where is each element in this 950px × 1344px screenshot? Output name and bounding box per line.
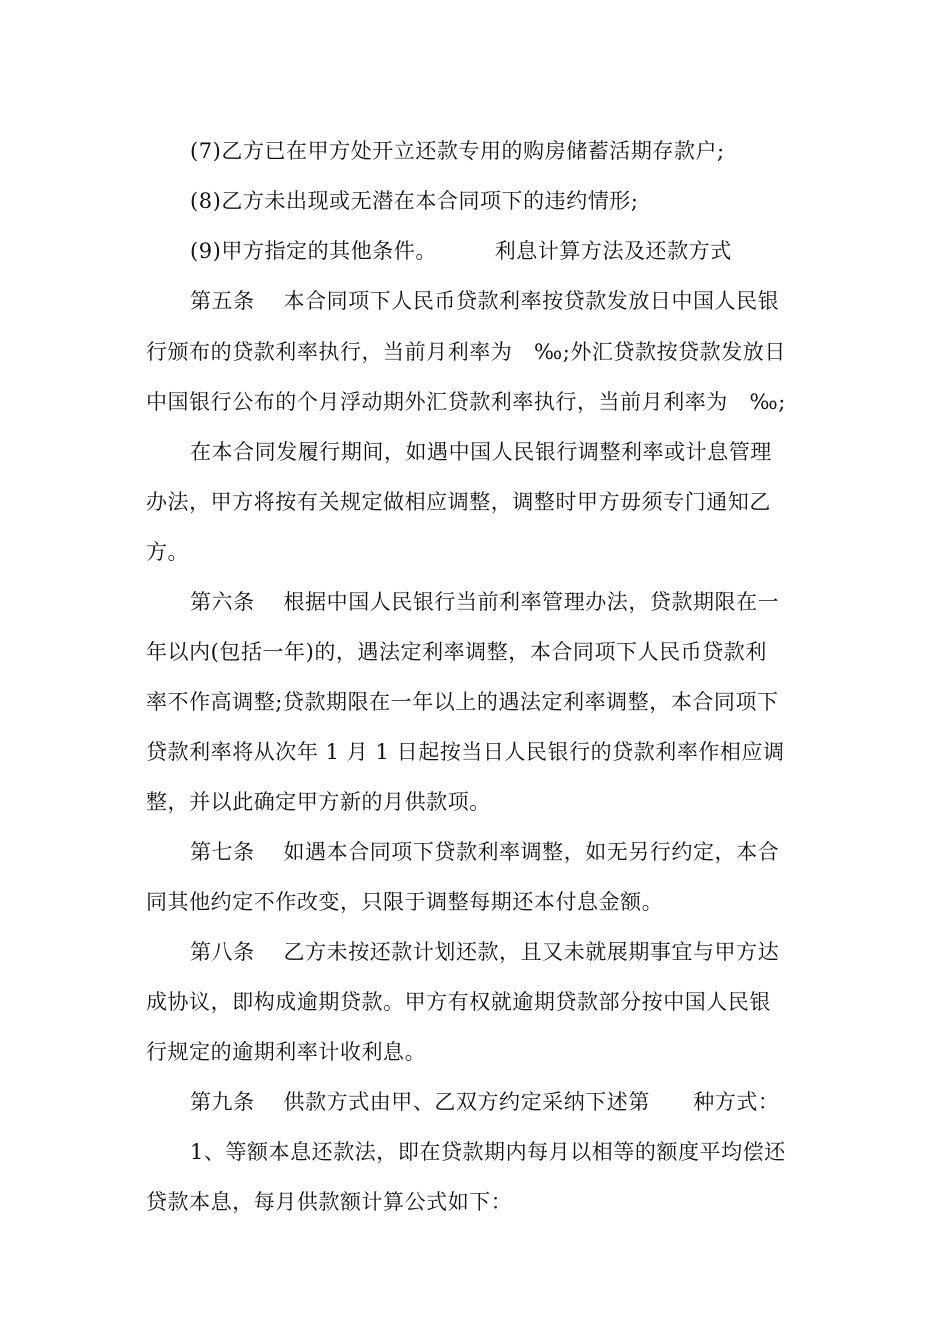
- text-line: 中国银行公布的个月浮动期外汇贷款利率执行，当前月利率为 ‰;: [146, 390, 786, 414]
- text-line: (7)乙方已在甲方处开立还款专用的购房储蓄活期存款户;: [190, 139, 725, 163]
- text-line: 率不作高调整;贷款期限在一年以上的遇法定利率调整，本合同项下: [146, 690, 779, 714]
- text-line: 整，并以此确定甲方新的月供款项。: [146, 790, 491, 814]
- text-line: 在本合同发履行期间，如遇中国人民银行调整利率或计息管理: [190, 440, 772, 464]
- text-line: 第七条 如遇本合同项下贷款利率调整，如无另行约定，本合: [190, 840, 780, 864]
- text-line: 办法，甲方将按有关规定做相应调整，调整时甲方毋须专门通知乙: [146, 490, 771, 514]
- text-line: 第八条 乙方未按还款计划还款，且又未就展期事宜与甲方达: [190, 940, 780, 964]
- text-line: 1、等额本息还款法，即在贷款期内每月以相等的额度平均偿还: [190, 1140, 786, 1164]
- text-line: 方。: [146, 540, 190, 564]
- text-line: (9)甲方指定的其他条件。 利息计算方法及还款方式: [190, 239, 732, 263]
- text-line: 贷款利率将从次年 1 月 1 日起按当日人民银行的贷款利率作相应调: [146, 740, 785, 764]
- text-line: 行颁布的贷款利率执行，当前月利率为 ‰;外汇贷款按贷款发放日: [146, 340, 786, 364]
- text-line: 第九条 供款方式由甲、乙双方约定采纳下述第 种方式：: [190, 1090, 780, 1114]
- text-line: 同其他约定不作改变，只限于调整每期还本付息金额。: [146, 890, 664, 914]
- text-line: 行规定的逾期利率计收利息。: [146, 1040, 427, 1064]
- text-line: 成协议，即构成逾期贷款。甲方有权就逾期贷款部分按中国人民银: [146, 990, 771, 1014]
- text-line: 年以内(包括一年)的，遇法定利率调整，本合同项下人民币贷款利: [146, 640, 767, 664]
- text-line: 贷款本息，每月供款额计算公式如下：: [146, 1190, 513, 1214]
- text-line: 第六条 根据中国人民银行当前利率管理办法，贷款期限在一: [190, 590, 780, 614]
- text-line: 第五条 本合同项下人民币贷款利率按贷款发放日中国人民银: [190, 289, 780, 313]
- text-line: (8)乙方未出现或无潜在本合同项下的违约情形;: [190, 189, 639, 213]
